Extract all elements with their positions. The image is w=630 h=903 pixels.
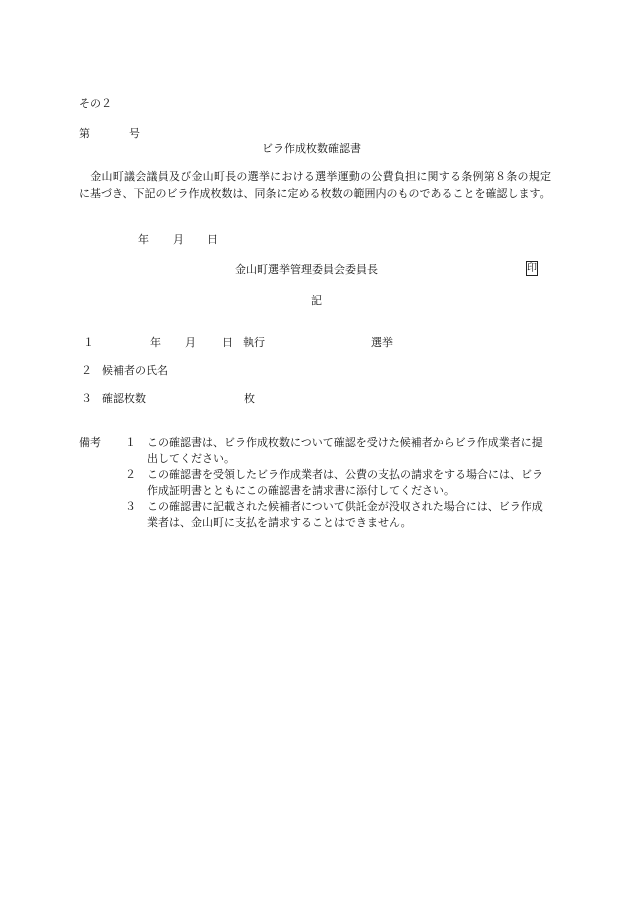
- item-3-unit: 枚: [244, 392, 255, 405]
- item-1-year: 年: [150, 336, 161, 349]
- item-2-number: ２: [81, 364, 92, 377]
- form-number-label: その２: [79, 97, 112, 110]
- document-number-suffix: 号: [129, 127, 140, 140]
- date-month: 月: [173, 233, 184, 246]
- item-1-shikko: 執行: [243, 336, 265, 349]
- seal-stamp: 印: [527, 263, 537, 274]
- note-2-number: ２: [125, 468, 136, 481]
- item-1-month: 月: [185, 336, 196, 349]
- note-3-text: この確認書に記載された候補者について供託金が没収された場合には、ビラ作成業者は、金山町に支払を請求することはできません。: [147, 500, 543, 529]
- date-year: 年: [138, 233, 149, 246]
- body-paragraph: 金山町議会議員及び金山町長の選挙における選挙運動の公費負担に関する条例第８条の規定に基づき、下記のビラ作成枚数は、同条に定める枚数の範囲内のものであることを確認します。: [79, 170, 551, 200]
- date-day: 日: [207, 233, 218, 246]
- item-1-number: １: [83, 336, 94, 349]
- note-1-text: この確認書は、ビラ作成枚数について確認を受けた候補者からビラ作成業者に提出してください。: [147, 436, 543, 465]
- document-number-prefix: 第: [79, 127, 90, 140]
- note-1-number: １: [125, 436, 136, 449]
- item-3-label: 確認枚数: [102, 392, 146, 405]
- issuer-title: 金山町選挙管理委員会委員長: [235, 263, 378, 276]
- notes-label: 備考: [79, 436, 101, 449]
- item-1-day: 日: [222, 336, 233, 349]
- item-3-number: ３: [81, 392, 92, 405]
- note-2-text: この確認書を受領したビラ作成業者は、公費の支払の請求をする場合には、ビラ作成証明書とともにこの確認書を請求書に添付してください。: [147, 468, 543, 497]
- item-1-senkyo: 選挙: [371, 336, 393, 349]
- ki-heading: 記: [311, 294, 322, 307]
- note-3-number: ３: [125, 500, 136, 513]
- item-2-label: 候補者の氏名: [102, 364, 168, 377]
- document-title: ビラ作成枚数確認書: [262, 142, 361, 155]
